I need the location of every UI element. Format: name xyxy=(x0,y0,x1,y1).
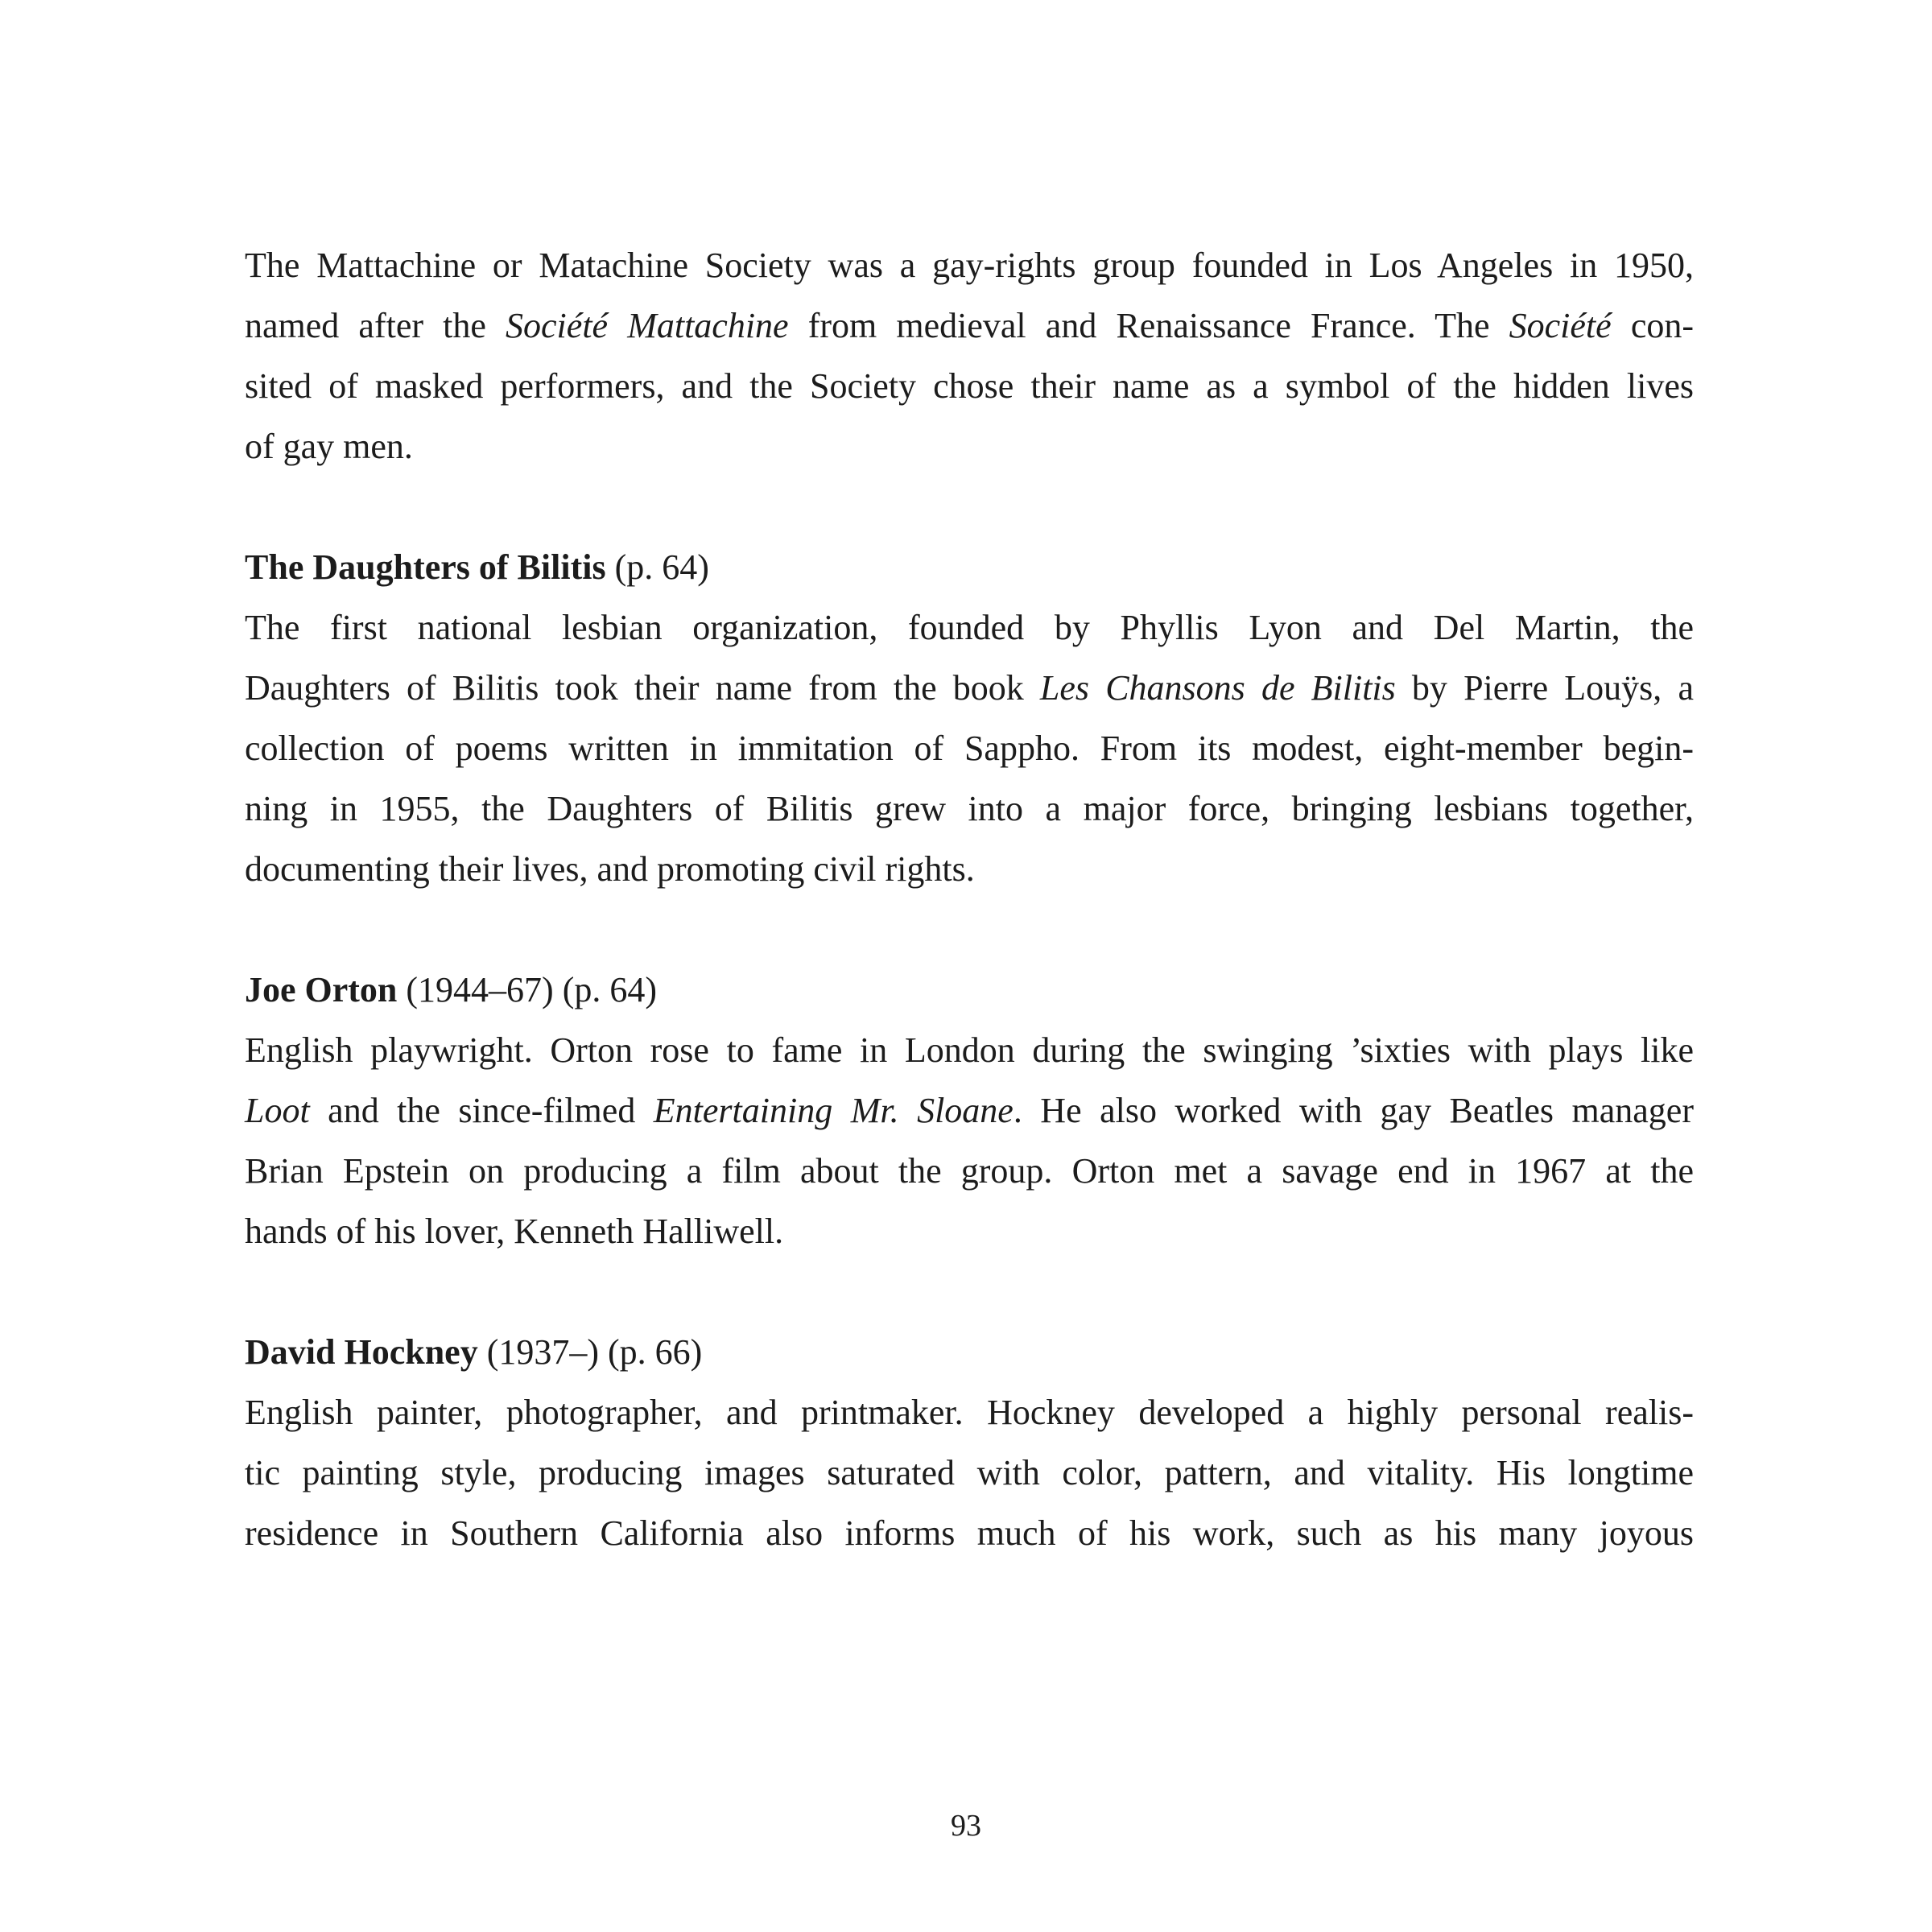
text-line: documenting their lives, and promoting civil rights. xyxy=(245,849,975,889)
entry-title: Joe Orton xyxy=(245,970,398,1009)
page-reference: (p. 64) xyxy=(605,547,709,587)
text-line: residence in Southern California also informs much of his work, such as his many joyous xyxy=(245,1513,1694,1553)
entry-david-hockney xyxy=(245,1322,1694,1563)
text-line: tic painting style, producing images saturated with color, pattern, and vitality. His longtime xyxy=(245,1453,1694,1492)
italic-title: Loot xyxy=(245,1091,310,1130)
paragraph-gap xyxy=(245,477,1694,537)
italic-title: Société xyxy=(1509,306,1612,345)
text-run: and the since-filmed xyxy=(309,1091,654,1130)
body-text xyxy=(245,235,1694,1563)
page-reference: (1937–) (p. 66) xyxy=(477,1332,703,1372)
mattachine-paragraph xyxy=(245,235,1694,477)
text-run: con- xyxy=(1611,306,1695,345)
text-line: The first national lesbian organization, founded by Phyllis Lyon and Del Martin, the xyxy=(245,608,1694,647)
entry-heading xyxy=(245,960,1694,1020)
text-line xyxy=(245,1080,1694,1141)
text-run: Daughters of Bilitis took their name from the book xyxy=(245,668,1040,708)
text-line xyxy=(245,295,1694,356)
text-run: . He also worked with gay Beatles manager xyxy=(1013,1091,1694,1130)
page-number: 93 xyxy=(951,1809,981,1843)
text-line: English playwright. Orton rose to fame in London during the swinging ’sixties with plays like xyxy=(245,1030,1694,1070)
text-run: named after the xyxy=(245,306,506,345)
entry-joe-orton xyxy=(245,960,1694,1261)
entry-title: David Hockney xyxy=(245,1332,478,1372)
text-line: of gay men. xyxy=(245,427,413,466)
text-line: collection of poems written in immitation of Sappho. From its modest, eight-member begin- xyxy=(245,729,1694,768)
entry-heading xyxy=(245,537,1694,597)
text-line: English painter, photographer, and printmaker. Hockney developed a highly personal realis- xyxy=(245,1393,1694,1432)
text-line: Brian Epstein on producing a film about the group. Orton met a savage end in 1967 at the xyxy=(245,1151,1694,1191)
text-line: hands of his lover, Kenneth Halliwell. xyxy=(245,1212,784,1251)
entry-daughters-of-bilitis xyxy=(245,537,1694,899)
italic-title: Société Mattachine xyxy=(506,306,789,345)
italic-title: Entertaining Mr. Sloane xyxy=(653,1091,1013,1130)
text-line: The Mattachine or Matachine Society was a gay-rights group founded in Los Angeles in 1950, xyxy=(245,246,1694,285)
text-line: sited of masked performers, and the Society chose their name as a symbol of the hidden lives xyxy=(245,366,1694,406)
entry-title: The Daughters of Bilitis xyxy=(245,547,606,587)
italic-title: Les Chansons de Bilitis xyxy=(1039,668,1396,708)
text-run: by Pierre Louÿs, a xyxy=(1395,668,1694,708)
entry-heading xyxy=(245,1322,1694,1382)
text-run: from medieval and Renaissance France. The xyxy=(788,306,1509,345)
page-reference: (1944–67) (p. 64) xyxy=(397,970,658,1009)
text-line: ning in 1955, the Daughters of Bilitis grew into a major force, bringing lesbians together, xyxy=(245,789,1694,828)
paragraph-gap xyxy=(245,1261,1694,1322)
text-line xyxy=(245,658,1694,718)
paragraph-gap xyxy=(245,899,1694,960)
